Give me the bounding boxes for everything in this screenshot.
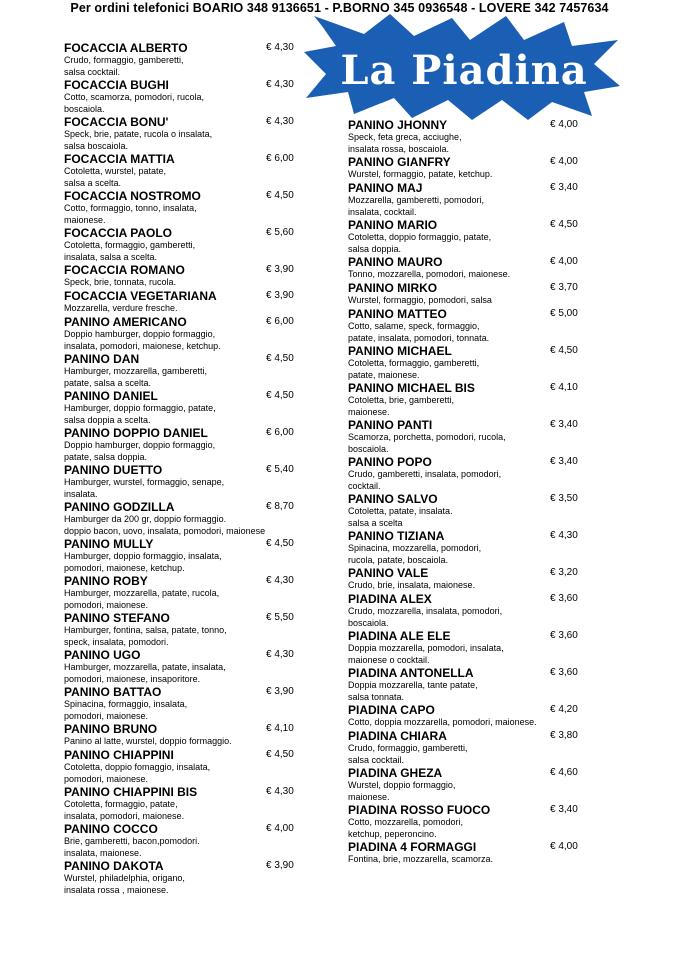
menu-item xyxy=(64,41,304,78)
menu-item-description: Tonno, mozzarella, pomodori, maionese. xyxy=(348,269,511,279)
menu-item-description: Cotto, mozzarella, pomodori, ketchup, peperoncino. xyxy=(348,817,464,839)
menu-item-price: € 3,40 xyxy=(550,804,578,815)
menu-item-price: € 4,30 xyxy=(266,649,294,660)
menu-item-price: € 4,50 xyxy=(266,749,294,760)
menu-item-price: € 4,30 xyxy=(550,530,578,541)
menu-item-price: € 5,00 xyxy=(550,308,578,319)
menu-item xyxy=(64,785,304,822)
menu-item-name: PANINO DAN xyxy=(64,352,140,366)
menu-item-name: PIADINA 4 FORMAGGI xyxy=(348,840,477,854)
menu-item-name: PANINO MICHAEL xyxy=(348,344,452,358)
menu-item-name: PANINO STEFANO xyxy=(64,611,170,625)
menu-item xyxy=(348,703,588,729)
menu-item xyxy=(64,315,304,352)
menu-item-name: PANINO MATTEO xyxy=(348,307,447,321)
menu-item-price: € 4,30 xyxy=(266,116,294,127)
menu-item-price: € 6,00 xyxy=(266,316,294,327)
menu-item-name: PANINO UGO xyxy=(64,648,141,662)
menu-item-name: PANINO AMERICANO xyxy=(64,315,187,329)
menu-item-price: € 3,90 xyxy=(266,860,294,871)
menu-item xyxy=(64,685,304,722)
menu-item xyxy=(64,463,304,500)
menu-item-price: € 4,30 xyxy=(266,42,294,53)
menu-item-price: € 4,00 xyxy=(266,823,294,834)
menu-item xyxy=(348,307,588,344)
menu-item xyxy=(348,255,588,281)
menu-item-name: PANINO BRUNO xyxy=(64,722,158,736)
menu-item-name: PIADINA ALE ELE xyxy=(348,629,451,643)
menu-item xyxy=(348,118,588,155)
menu-item-price: € 4,30 xyxy=(266,786,294,797)
menu-item-name: PIADINA GHEZA xyxy=(348,766,443,780)
menu-item-name: PIADINA ANTONELLA xyxy=(348,666,474,680)
menu-item-price: € 4,30 xyxy=(266,575,294,586)
menu-item-name: PANINO ROBY xyxy=(64,574,148,588)
menu-item-name: FOCACCIA MATTIA xyxy=(64,152,175,166)
menu-item-name: PANINO MIRKO xyxy=(348,281,438,295)
menu-item-description: Crudo, formaggio, gamberetti, salsa cocktail. xyxy=(64,55,184,77)
menu-item-name: PANINO SALVO xyxy=(348,492,438,506)
menu-item-description: Hamburger, doppio formaggio, patate, salsa doppia a scelta. xyxy=(64,403,216,425)
phone-order-banner: Per ordini telefonici BOARIO 348 9136651 - P.BORNO 345 0936548 - LOVERE 342 7457634 xyxy=(70,1,609,15)
menu-item-name: PANINO CHIAPPINI xyxy=(64,748,174,762)
menu-item-price: € 5,40 xyxy=(266,464,294,475)
menu-item-name: FOCACCIA VEGETARIANA xyxy=(64,289,217,303)
menu-item-name: PANINO GIANFRY xyxy=(348,155,451,169)
menu-item-description: Wurstel, formaggio, patate, ketchup. xyxy=(348,169,493,179)
menu-item-name: PANINO CHIAPPINI BIS xyxy=(64,785,198,799)
menu-item-description: Mozzarella, verdure fresche. xyxy=(64,303,178,313)
menu-item-description: Cotoletta, patate, insalata. salsa a scelta xyxy=(348,506,453,528)
menu-item xyxy=(64,189,304,226)
menu-item xyxy=(64,289,304,315)
menu-item xyxy=(348,381,588,418)
menu-item xyxy=(348,492,588,529)
menu-item-description: Spinacina, formaggio, insalata, pomodori, maionese. xyxy=(64,699,188,721)
menu-left-column xyxy=(64,41,304,896)
menu-item-description: Doppia mozzarella, pomodori, insalata, maionese o cocktail. xyxy=(348,643,504,665)
menu-item-name: PANINO DAKOTA xyxy=(64,859,164,873)
menu-item-price: € 3,80 xyxy=(550,730,578,741)
menu-item-name: FOCACCIA NOSTROMO xyxy=(64,189,201,203)
menu-item-description: Speck, feta greca, acciughe, insalata rossa, boscaiola. xyxy=(348,132,462,154)
menu-item-description: Cotoletta, formaggio, gamberetti, insalata, salsa a scelta. xyxy=(64,240,196,262)
menu-item-price: € 6,00 xyxy=(266,427,294,438)
menu-item-price: € 4,50 xyxy=(266,538,294,549)
menu-item-description: Speck, brie, tonnata, rucola. xyxy=(64,277,177,287)
menu-item-name: PANINO COCCO xyxy=(64,822,158,836)
menu-item xyxy=(348,766,588,803)
menu-item-description: Hamburger, mozzarella, patate, insalata, pomodori, maionese, insaporitore. xyxy=(64,662,226,684)
menu-item xyxy=(64,78,304,115)
menu-item-description: Doppio hamburger, doppio formaggio, patate, salsa doppia. xyxy=(64,440,216,462)
menu-item-description: Cotoletta, wurstel, patate, salsa a scelta. xyxy=(64,166,167,188)
menu-item xyxy=(64,389,304,426)
menu-item-name: FOCACCIA ROMANO xyxy=(64,263,185,277)
menu-item xyxy=(348,729,588,766)
menu-item-name: FOCACCIA PAOLO xyxy=(64,226,172,240)
logo-text: La Piadina xyxy=(340,47,588,94)
menu-item-description: Cotto, doppia mozzarella, pomodori, maionese. xyxy=(348,717,537,727)
menu-item-name: PANINO GODZILLA xyxy=(64,500,175,514)
menu-item-description: Hamburger, fontina, salsa, patate, tonno, speck, insalata, pomodori. xyxy=(64,625,227,647)
menu-item-description: Fontina, brie, mozzarella, scamorza. xyxy=(348,854,494,864)
menu-item-price: € 4,10 xyxy=(550,382,578,393)
menu-item-description: Cotoletta, brie, gamberetti, maionese. xyxy=(348,395,455,417)
menu-item-price: € 3,60 xyxy=(550,630,578,641)
menu-item xyxy=(348,281,588,307)
menu-item-name: PANINO BATTAO xyxy=(64,685,162,699)
menu-item-name: PANINO VALE xyxy=(348,566,429,580)
menu-item-description: Wurstel, philadelphia, origano, insalata rossa , maionese. xyxy=(64,873,185,895)
menu-item-description: Hamburger, doppio formaggio, insalata, pomodori, maionese, ketchup. xyxy=(64,551,222,573)
menu-item-price: € 4,50 xyxy=(550,345,578,356)
menu-item-description: Brie, gamberetti, bacon,pomodori. insalata, maionese. xyxy=(64,836,200,858)
menu-item xyxy=(348,155,588,181)
menu-item-description: Crudo, gamberetti, insalata, pomodori, cocktail. xyxy=(348,469,502,491)
menu-item-price: € 4,10 xyxy=(266,723,294,734)
menu-item xyxy=(64,152,304,189)
menu-item-price: € 5,60 xyxy=(266,227,294,238)
menu-item-name: PANINO TIZIANA xyxy=(348,529,445,543)
menu-item xyxy=(348,529,588,566)
menu-item-price: € 6,00 xyxy=(266,153,294,164)
menu-item-price: € 3,60 xyxy=(550,593,578,604)
menu-item xyxy=(64,426,304,463)
menu-item xyxy=(64,226,304,263)
menu-item-name: PANINO JHONNY xyxy=(348,118,448,132)
menu-item-name: FOCACCIA BUGHI xyxy=(64,78,169,92)
menu-item-price: € 4,00 xyxy=(550,119,578,130)
menu-item xyxy=(64,648,304,685)
menu-item-price: € 4,50 xyxy=(550,219,578,230)
menu-item-name: FOCACCIA ALBERTO xyxy=(64,41,188,55)
menu-item-description: Mozzarella, gamberetti, pomodori, insalata, cocktail. xyxy=(348,195,485,217)
menu-item xyxy=(348,566,588,592)
menu-item-price: € 3,90 xyxy=(266,686,294,697)
menu-item-description: Crudo, formaggio, gamberetti, salsa cocktail. xyxy=(348,743,468,765)
menu-item-description: Crudo, mozzarella, insalata, pomodori, boscaiola. xyxy=(348,606,503,628)
menu-item-name: PIADINA CAPO xyxy=(348,703,435,717)
menu-item xyxy=(64,263,304,289)
menu-item-description: Crudo, brie, insalata, maionese. xyxy=(348,580,476,590)
menu-item-description: Wurstel, formaggio, pomodori, salsa xyxy=(348,295,492,305)
menu-item xyxy=(348,803,588,840)
menu-item-name: PANINO MAJ xyxy=(348,181,423,195)
menu-item-price: € 3,60 xyxy=(550,667,578,678)
menu-item-price: € 3,40 xyxy=(550,456,578,467)
menu-item-price: € 3,90 xyxy=(266,290,294,301)
menu-item-price: € 4,00 xyxy=(550,156,578,167)
menu-item-price: € 4,00 xyxy=(550,841,578,852)
menu-item xyxy=(64,574,304,611)
menu-item-price: € 3,40 xyxy=(550,182,578,193)
menu-item-description: Wurstel, doppio formaggio, maionese. xyxy=(348,780,456,802)
menu-item-name: PANINO DUETTO xyxy=(64,463,163,477)
menu-item-price: € 4,50 xyxy=(266,353,294,364)
menu-item-description: Cotoletta, doppio fomaggio, insalata, pomodori, maionese. xyxy=(64,762,211,784)
menu-item xyxy=(64,859,304,896)
menu-item-price: € 8,70 xyxy=(266,501,294,512)
menu-item-price: € 4,50 xyxy=(266,390,294,401)
menu-item-description: Hamburger, mozzarella, gamberetti, patate, salsa a scelta. xyxy=(64,366,208,388)
menu-item xyxy=(348,840,588,866)
menu-item-price: € 4,20 xyxy=(550,704,578,715)
menu-item xyxy=(64,352,304,389)
menu-item-description: Cotto, formaggio, tonno, insalata, maionese. xyxy=(64,203,197,225)
menu-item-description: Hamburger, mozzarella, patate, rucola, pomodori, maionese. xyxy=(64,588,220,610)
menu-item xyxy=(348,629,588,666)
menu-item-price: € 3,20 xyxy=(550,567,578,578)
menu-item-name: PANINO POPO xyxy=(348,455,432,469)
menu-item-name: PANINO PANTI xyxy=(348,418,433,432)
menu-item xyxy=(64,500,304,537)
menu-item xyxy=(64,537,304,574)
menu-item-description: Cotoletta, formaggio, gamberetti, patate, maionese. xyxy=(348,358,480,380)
menu-item-description: Doppio hamburger, doppio formaggio, insalata, pomodori, maionese, ketchup. xyxy=(64,329,221,351)
menu-item-name: PANINO MARIO xyxy=(348,218,438,232)
la-piadina-logo xyxy=(302,12,622,122)
menu-item-name: PANINO MICHAEL BIS xyxy=(348,381,475,395)
menu-item-description: Spinacina, mozzarella, pomodori, rucola, patate, boscaiola. xyxy=(348,543,482,565)
menu-item-description: Panino al latte, wurstel, doppio formaggio. xyxy=(64,736,232,746)
menu-item xyxy=(348,344,588,381)
menu-item-price: € 3,90 xyxy=(266,264,294,275)
menu-item-name: PANINO MULLY xyxy=(64,537,154,551)
menu-item-price: € 4,50 xyxy=(266,190,294,201)
menu-item-price: € 5,50 xyxy=(266,612,294,623)
menu-item-description: Cotoletta, formaggio, patate, insalata, pomodori, maionese. xyxy=(64,799,185,821)
menu-item-description: Cotto, scamorza, pomodori, rucola, boscaiola. xyxy=(64,92,205,114)
menu-item-price: € 3,50 xyxy=(550,493,578,504)
menu-item-description: Speck, brie, patate, rucola o insalata, salsa boscaiola. xyxy=(64,129,213,151)
menu-item xyxy=(64,748,304,785)
menu-item xyxy=(348,592,588,629)
menu-item-price: € 4,30 xyxy=(266,79,294,90)
menu-item-description: Scamorza, porchetta, pomodori, rucola, boscaiola. xyxy=(348,432,506,454)
menu-item xyxy=(348,418,588,455)
menu-item-name: PANINO DOPPIO DANIEL xyxy=(64,426,208,440)
menu-item xyxy=(64,822,304,859)
menu-item xyxy=(64,611,304,648)
menu-item-name: PIADINA ALEX xyxy=(348,592,432,606)
menu-item xyxy=(64,115,304,152)
menu-item xyxy=(348,181,588,218)
menu-item-description: Cotoletta, doppio formaggio, patate, salsa doppia. xyxy=(348,232,492,254)
menu-item-price: € 4,60 xyxy=(550,767,578,778)
menu-item-description: Hamburger da 200 gr, doppio formaggio. doppio bacon, uovo, insalata, pomodori, maionese xyxy=(64,514,266,536)
menu-item-price: € 4,00 xyxy=(550,256,578,267)
menu-item-name: FOCACCIA BONU' xyxy=(64,115,169,129)
menu-item xyxy=(348,666,588,703)
menu-item-name: PANINO DANIEL xyxy=(64,389,158,403)
menu-item-name: PANINO MAURO xyxy=(348,255,443,269)
menu-item-description: Cotto, salame, speck, formaggio, patate, insalata, pomodori, tonnata. xyxy=(348,321,490,343)
menu-item-name: PIADINA CHIARA xyxy=(348,729,447,743)
menu-item-price: € 3,70 xyxy=(550,282,578,293)
menu-item-name: PIADINA ROSSO FUOCO xyxy=(348,803,491,817)
menu-item xyxy=(64,722,304,748)
menu-item xyxy=(348,455,588,492)
menu-right-column xyxy=(348,118,588,866)
menu-item-price: € 3,40 xyxy=(550,419,578,430)
menu-item-description: Doppia mozzarella, tante patate, salsa tonnata. xyxy=(348,680,478,702)
menu-item xyxy=(348,218,588,255)
menu-item-description: Hamburger, wurstel, formaggio, senape, insalata. xyxy=(64,477,225,499)
